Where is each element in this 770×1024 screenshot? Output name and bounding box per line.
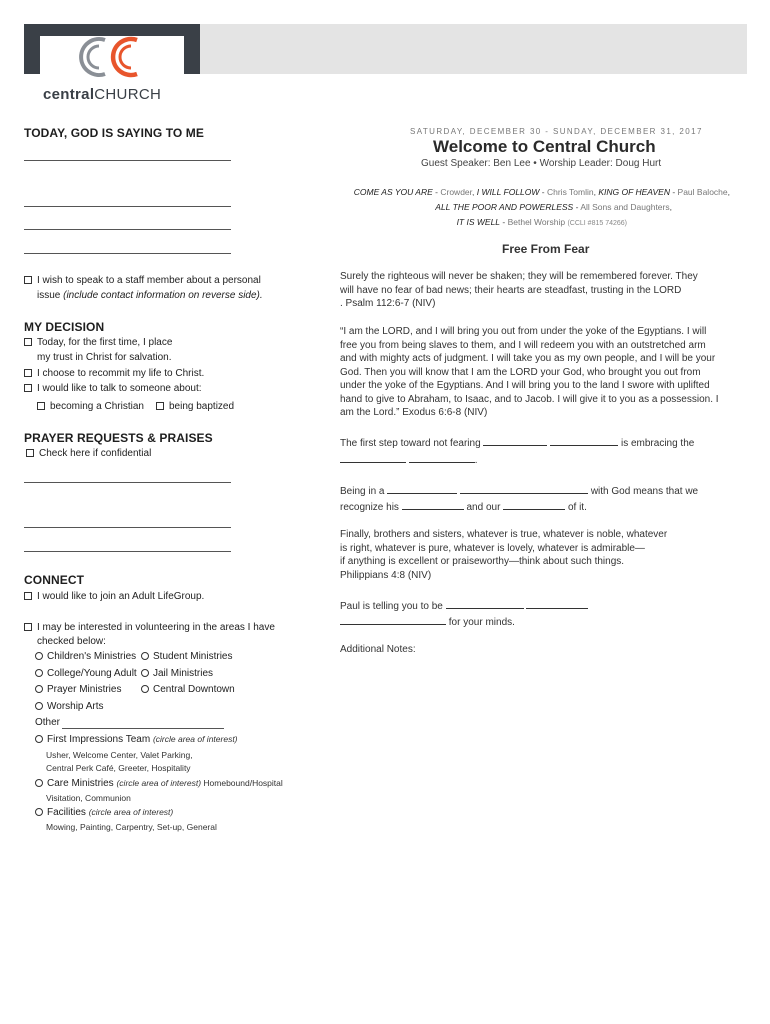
first-impressions-detail: Central Perk Café, Greeter, Hospitality (46, 763, 191, 773)
church-logo-icon (75, 34, 149, 84)
other-line[interactable] (62, 728, 224, 729)
prayer-line[interactable] (24, 551, 231, 552)
prayer-confidential[interactable] (26, 448, 151, 459)
volunteer-label-cont: checked below: (37, 636, 106, 647)
radio[interactable] (35, 652, 43, 660)
passage-line: “I am the LORD, and I will bring you out from under the yoke of the Egyptians. I will (340, 326, 707, 337)
fill-in-recognize (340, 500, 587, 515)
radio[interactable] (141, 685, 149, 693)
checkbox[interactable] (26, 449, 34, 457)
song-title: IT IS WELL (456, 217, 501, 227)
ministry-other: Other (35, 717, 61, 728)
care-note: (circle area of interest) (116, 778, 202, 788)
decision-heading: MY DECISION (24, 320, 105, 334)
ministry-label: Student Ministries (153, 651, 233, 662)
fill-text: with God means that we (590, 486, 699, 497)
ministry-label: Jail Ministries (153, 668, 214, 679)
staff-request-note (37, 290, 263, 301)
staff-request-label: I wish to speak to a staff member about a personal (37, 275, 261, 286)
fill-blank[interactable] (550, 436, 618, 446)
radio[interactable] (141, 669, 149, 677)
passage-line: free you from being slaves to them, and I will redeem you with an outstretched arm (340, 339, 706, 351)
prayer-line[interactable] (24, 527, 231, 528)
prayer-heading: PRAYER REQUESTS & PRAISES (24, 431, 213, 445)
service-date: SATURDAY, DECEMBER 30 - SUNDAY, DECEMBER 31, 2017 (410, 127, 703, 136)
volunteer-label: I may be interested in volunteering in the areas I have (37, 622, 275, 633)
decision-option-christian[interactable] (37, 401, 144, 412)
care-label: Care Ministries (47, 778, 117, 789)
response-line[interactable] (24, 229, 231, 230)
passage-line: . Psalm 112:6-7 (NIV) (340, 298, 436, 309)
checkbox[interactable] (156, 402, 164, 410)
checkbox[interactable] (24, 276, 32, 284)
passage-line: if anything is excellent or praiseworthy—think about such things. (340, 556, 625, 567)
passage-line: hand to give to Abraham, to Isaac, and to Jacob. I will give it to you as a possession. I (340, 393, 719, 405)
fill-in-paul-cont (340, 615, 515, 630)
response-line[interactable] (24, 206, 231, 207)
decision-first-time-label: Today, for the first time, I place (37, 337, 173, 348)
care-detail: Homebound/Hospital (201, 778, 283, 788)
option-baptized-label: being baptized (169, 401, 235, 412)
song-list (354, 185, 730, 231)
passage-line: under the yoke of the Egyptians. And I will bring you to the land I swore with uplifted (340, 380, 710, 391)
first-impressions-note: (circle area of interest) (152, 734, 238, 744)
sermon-title: Free From Fear (502, 242, 590, 256)
first-impressions-label: First Impressions Team (47, 734, 153, 745)
ministry-label: College/Young Adult (47, 668, 137, 679)
staff-request-row[interactable] (24, 275, 261, 286)
ministry-downtown[interactable] (141, 684, 235, 695)
song-title: COME AS YOU ARE (353, 187, 433, 197)
care-detail: Visitation, Communion (46, 793, 131, 803)
care-ministries[interactable] (35, 778, 283, 789)
connect-heading: CONNECT (24, 573, 85, 587)
radio[interactable] (35, 669, 43, 677)
additional-notes-label: Additional Notes: (340, 644, 416, 655)
fill-text: Paul is telling you to be (340, 601, 443, 612)
staff-note-italic: (include contact information on reverse side). (63, 290, 263, 301)
ministry-jail[interactable] (141, 668, 213, 679)
page-title: Welcome to Central Church (433, 137, 656, 156)
passage-line: Finally, brothers and sisters, whatever is true, whatever is noble, whatever (340, 529, 668, 540)
song-artist: All Sons and Daughters (580, 202, 670, 212)
option-christian-label: becoming a Christian (50, 401, 144, 412)
fill-text: Being in a (340, 486, 385, 497)
facilities-detail: Mowing, Painting, Carpentry, Set-up, General (46, 822, 217, 832)
connect-lifegroup[interactable] (24, 591, 204, 602)
checkbox[interactable] (24, 592, 32, 600)
fill-blank[interactable] (503, 500, 565, 510)
fill-in-paul (340, 599, 588, 614)
radio[interactable] (35, 702, 43, 710)
fill-blank[interactable] (460, 484, 588, 494)
ministry-label: Central Downtown (153, 684, 235, 695)
passage-line: and with mighty acts of judgment. I will take you as my own people, and I will be your (340, 353, 716, 364)
passage-line: God. Then you will know that I am the LORD your God, who brought you out from (340, 366, 701, 378)
fill-blank[interactable] (526, 599, 588, 609)
fill-text: recognize his (340, 502, 399, 513)
psalm-passage (340, 270, 698, 311)
fill-text: of it. (567, 502, 587, 513)
song-row: COME AS YOU ARE - Crowder, I WILL FOLLOW - Chris Tomlin, KING OF HEAVEN - Paul Baloche, (353, 187, 730, 197)
fill-blank[interactable] (483, 436, 547, 446)
song-title: KING OF HEAVEN (598, 187, 670, 197)
ministry-college[interactable] (35, 668, 137, 679)
checkbox[interactable] (24, 338, 32, 346)
song-artist: Crowder (440, 187, 473, 197)
song-artist: Paul Baloche (677, 187, 728, 197)
logo-frame-left (24, 24, 40, 74)
decision-talk[interactable] (24, 383, 202, 394)
decision-first-time-cont: my trust in Christ for salvation. (37, 352, 172, 363)
passage-line: am the Lord.” Exodus 6:6-8 (NIV) (340, 407, 488, 418)
radio[interactable] (35, 808, 43, 816)
lifegroup-label: I would like to join an Adult LifeGroup. (37, 591, 205, 602)
radio[interactable] (35, 685, 43, 693)
confidential-label: Check here if confidential (39, 448, 152, 459)
decision-recommit[interactable] (24, 368, 204, 379)
first-impressions[interactable] (35, 734, 238, 745)
decision-first-time[interactable] (24, 337, 172, 348)
fill-blank[interactable] (446, 599, 524, 609)
fill-blank[interactable] (340, 453, 406, 463)
checkbox[interactable] (24, 369, 32, 377)
logo-wordmark: centralCHURCH (43, 86, 162, 103)
facilities[interactable] (35, 807, 173, 818)
speakers-line: Guest Speaker: Ben Lee • Worship Leader: Doug Hurt (421, 158, 662, 169)
ministry-label: Worship Arts (47, 701, 104, 712)
decision-talk-label: I would like to talk to someone about: (37, 383, 202, 394)
today-heading: TODAY, GOD IS SAYING TO ME (24, 126, 204, 140)
ministry-childrens[interactable] (35, 651, 136, 662)
exodus-passage (340, 325, 719, 420)
song-title: ALL THE POOR AND POWERLESS (435, 202, 574, 212)
decision-recommit-label: I choose to recommit my life to Christ. (37, 368, 205, 379)
checkbox[interactable] (37, 402, 45, 410)
radio[interactable] (141, 652, 149, 660)
facilities-note: (circle area of interest) (88, 807, 174, 817)
fill-blank[interactable] (340, 615, 446, 625)
fill-in-being (340, 484, 698, 499)
ministry-prayer[interactable] (35, 684, 121, 695)
ministry-label: Children's Ministries (47, 651, 137, 662)
staff-note-plain: issue (37, 290, 64, 301)
fill-text: . (474, 455, 478, 466)
radio[interactable] (35, 779, 43, 787)
fill-text: The first step toward not fearing (340, 438, 481, 449)
logo-frame-right (184, 24, 200, 74)
fill-text: is embracing the (620, 438, 695, 449)
passage-line: Philippians 4:8 (NIV) (340, 569, 432, 581)
passage-line: Surely the righteous will never be shaken; they will be remembered forever. They (340, 271, 698, 282)
fill-in-fear (340, 436, 694, 451)
response-line[interactable] (24, 160, 231, 161)
fill-in-fear-cont (340, 453, 478, 468)
passage-line: is right, whatever is pure, whatever is lovely, whatever is admirable— (340, 542, 645, 554)
song-artist: Bethel Worship (507, 217, 566, 227)
connect-volunteer[interactable] (24, 622, 275, 633)
fill-blank[interactable] (387, 484, 457, 494)
ccli-number: (CCLI #815 74266) (567, 220, 627, 227)
checkbox[interactable] (24, 623, 32, 631)
ministry-student[interactable] (141, 651, 232, 662)
facilities-label: Facilities (47, 807, 89, 818)
radio[interactable] (35, 735, 43, 743)
song-row: IT IS WELL - Bethel Worship (CCLI #815 74266) (456, 217, 627, 227)
ministry-label: Prayer Ministries (47, 684, 122, 695)
prayer-line[interactable] (24, 482, 231, 483)
song-artist: Chris Tomlin (546, 187, 594, 197)
fill-text: for your minds. (448, 617, 515, 628)
song-title: I WILL FOLLOW (476, 187, 540, 197)
song-row: ALL THE POOR AND POWERLESS - All Sons and Daughters, (435, 202, 672, 212)
response-line[interactable] (24, 253, 231, 254)
fill-blank[interactable] (409, 453, 475, 463)
fill-text: and our (466, 502, 501, 513)
fill-blank[interactable] (402, 500, 464, 510)
decision-option-baptized[interactable] (156, 401, 234, 412)
philippians-passage (340, 528, 667, 582)
ministry-worship[interactable] (35, 701, 104, 712)
first-impressions-detail: Usher, Welcome Center, Valet Parking, (46, 750, 193, 760)
checkbox[interactable] (24, 384, 32, 392)
passage-line: will have no fear of bad news; their hearts are steadfast, trusting in the LORD (340, 284, 682, 296)
